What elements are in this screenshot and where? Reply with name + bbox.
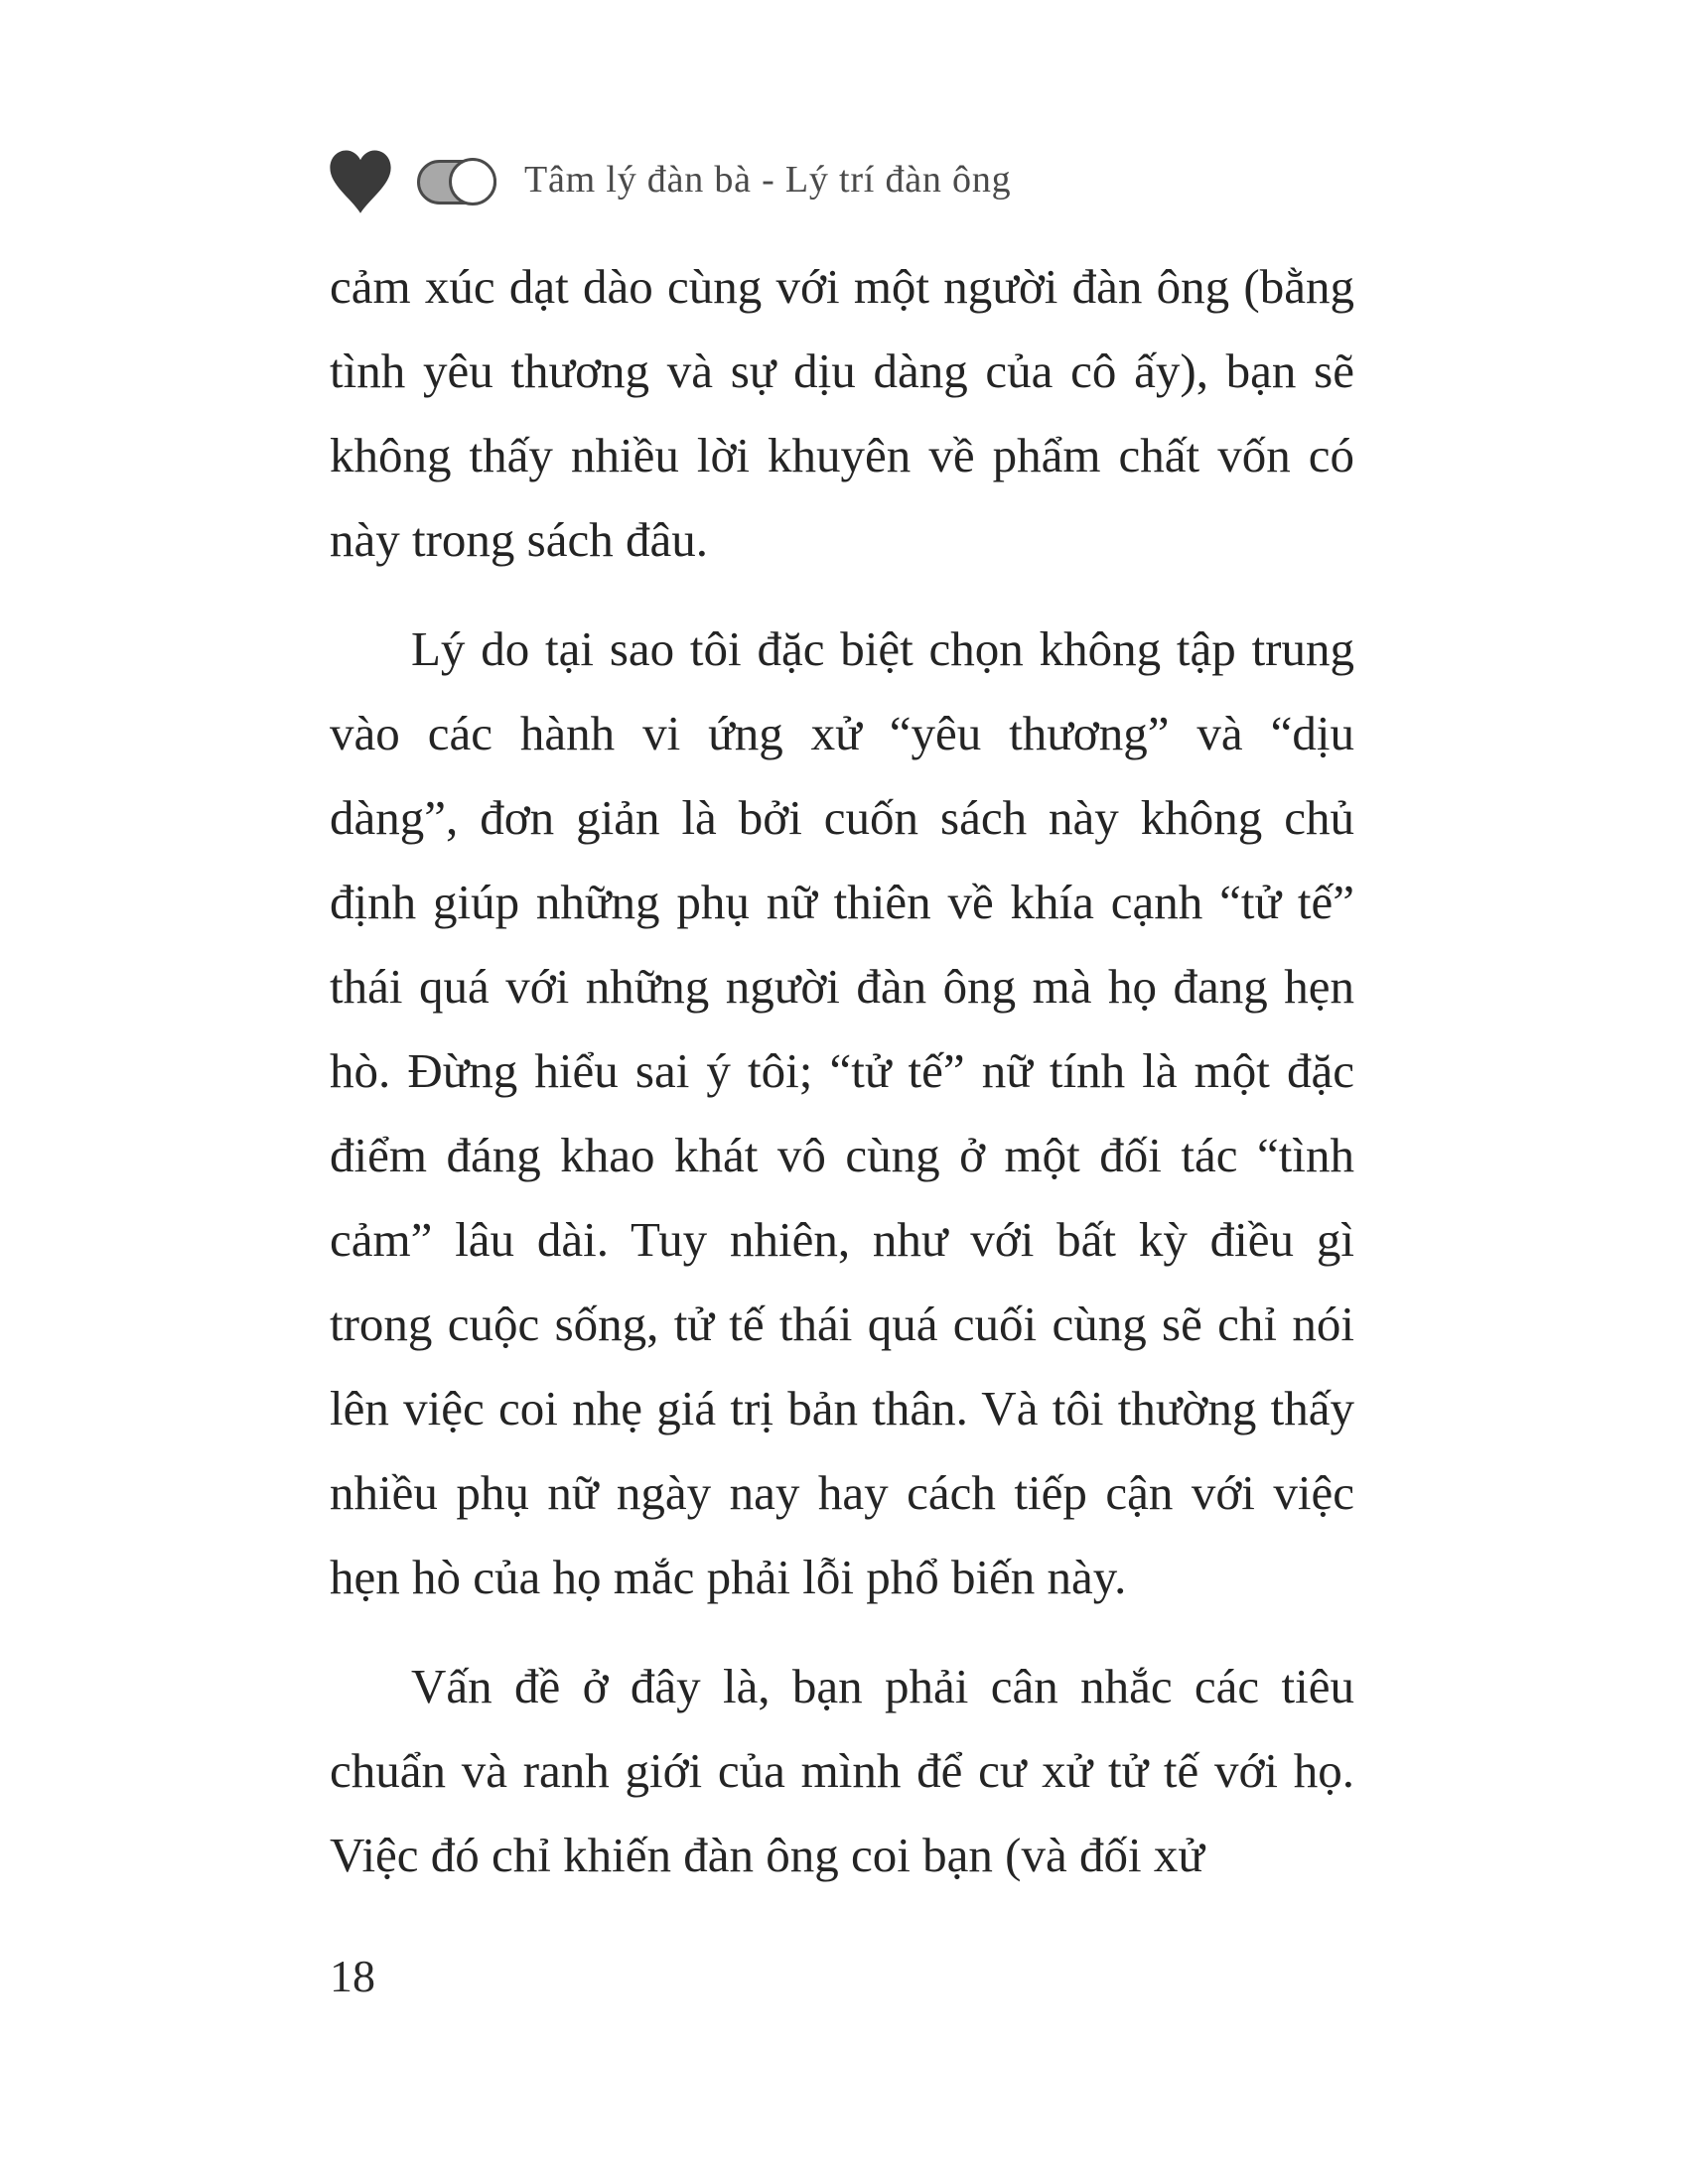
page-number: 18 — [330, 1951, 375, 2001]
paragraph-3: Vấn đề ở đây là, bạn phải cân nhắc các tiêu chuẩn và ranh giới của mình để cư xử tử tế với họ. Việc đó chỉ khiến đàn ông coi bạn (và đối xử — [330, 1659, 1354, 1882]
toggle-knob-icon — [449, 158, 496, 205]
paragraph-2: Lý do tại sao tôi đặc biệt chọn không tập trung vào các hành vi ứng xử “yêu thương” và “dịu dàng”, đơn giản là bởi cuốn sách này không chủ định giúp những phụ nữ thiên về khía cạnh “tử tế” thái quá với những người đàn ông mà họ đang hẹn hò. Đừng hiểu sai ý tôi; “tử tế” nữ tính là một đặc điểm đáng khao khát vô cùng ở một đối tác “tình cảm” lâu dài. Tuy nhiên, như với bất kỳ điều gì trong cuộc sống, tử tế thái quá cuối cùng sẽ chỉ nói lên việc coi nhẹ giá trị bản thân. Và tôi thường thấy nhiều phụ nữ ngày nay hay cách tiếp cận với việc hẹn hò của họ mắc phải lỗi phổ biến này. — [330, 621, 1354, 1604]
page-body — [330, 244, 1354, 1922]
running-title: Tâm lý đàn bà - Lý trí đàn ông — [524, 159, 1012, 201]
paragraph-1: cảm xúc dạt dào cùng với một người đàn ông (bằng tình yêu thương và sự dịu dàng của cô ấy), bạn sẽ không thấy nhiều lời khuyên về phẩm chất vốn có này trong sách đâu. — [330, 259, 1354, 567]
heart-icon — [326, 145, 395, 218]
toggle-switch-icon — [417, 160, 496, 205]
page-header — [326, 143, 1011, 220]
